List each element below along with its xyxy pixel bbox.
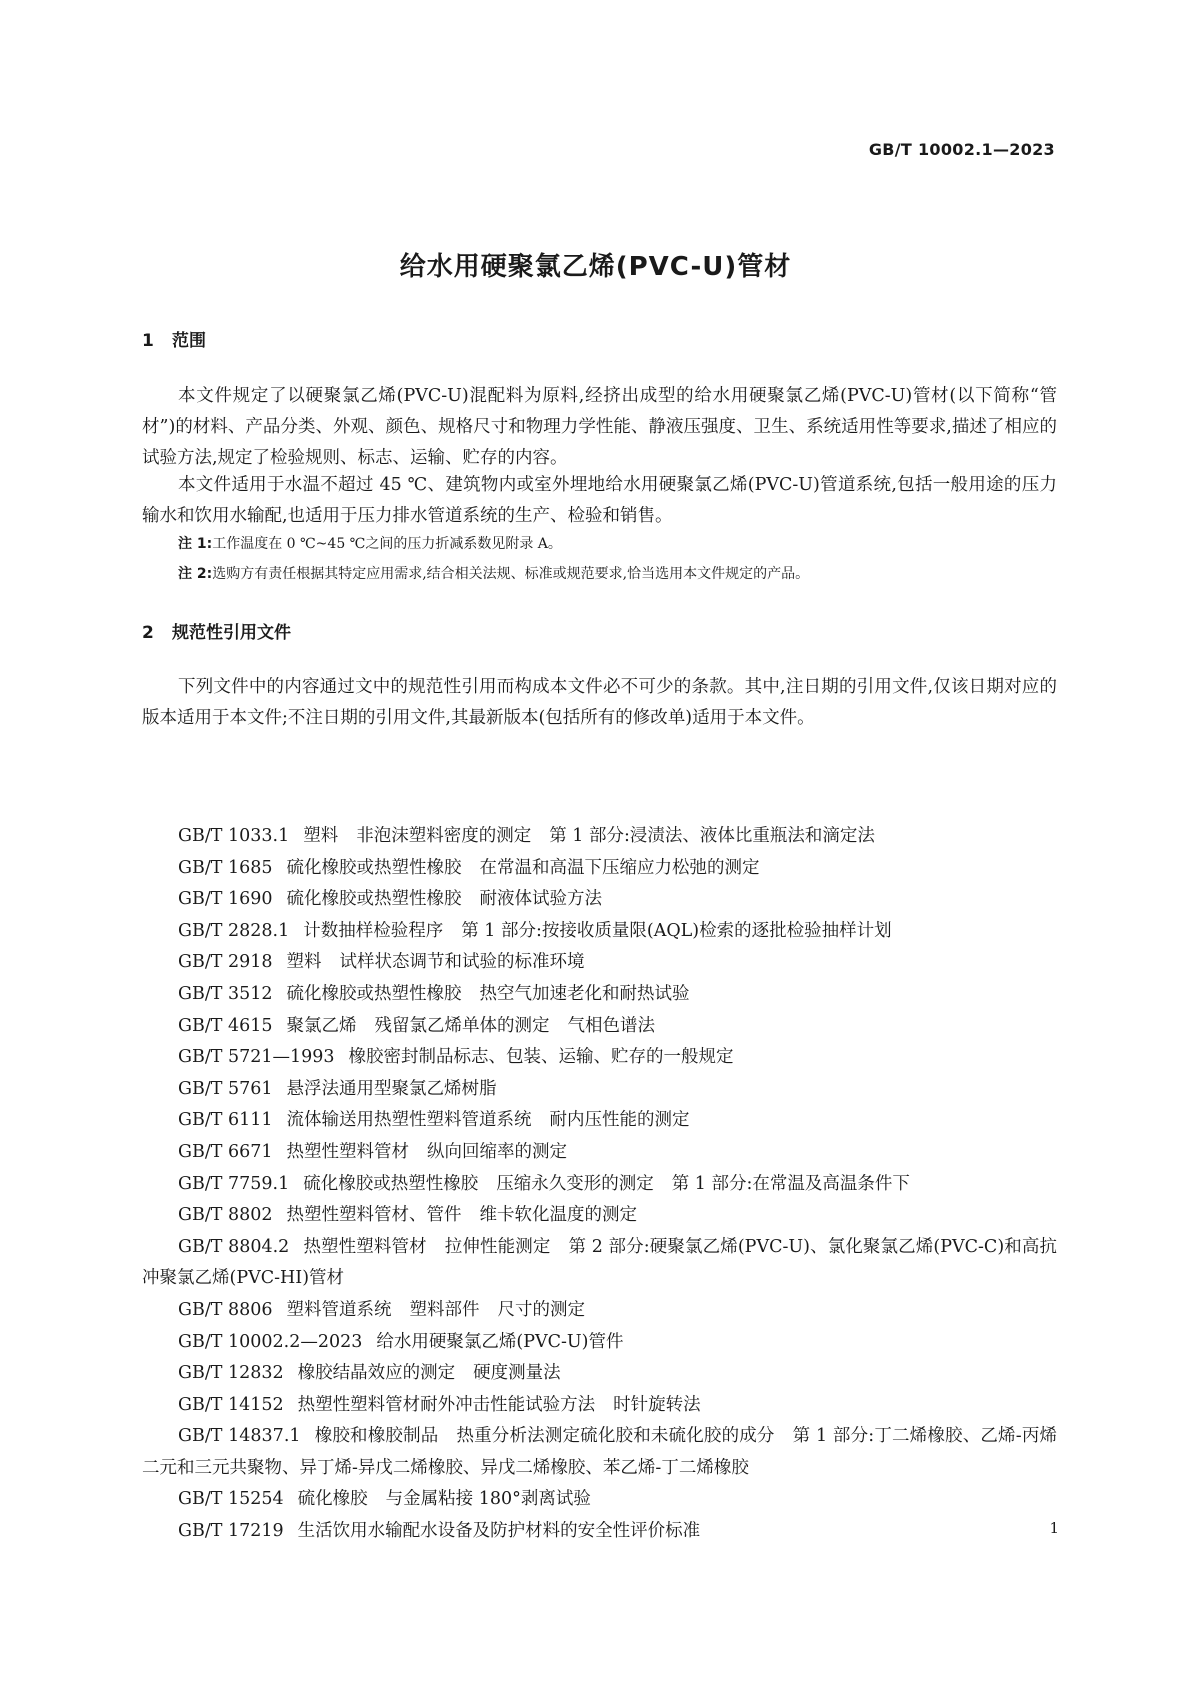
reference-title-part: 硫化橡胶或热塑性橡胶 [286, 889, 462, 910]
reference-title-part: 纵向回缩率的测定 [427, 1141, 568, 1162]
reference-title-part: 橡胶和橡胶制品 [314, 1426, 439, 1447]
scope-paragraph-2: 本文件适用于水温不超过 45 ℃、建筑物内或室外埋地给水用硬聚氯乙烯(PVC-U)管道系统,包括一般用途的压力输水和饮用水输配,也适用于压力排水管道系统的生产、检验和销售。 [142, 475, 1057, 526]
reference-code: GB/T 12832 [178, 1363, 284, 1384]
note-1 [178, 533, 562, 553]
reference-item [142, 1011, 1057, 1043]
reference-item [142, 1421, 1057, 1484]
reference-code: GB/T 1690 [178, 889, 273, 910]
reference-item [142, 1390, 1057, 1422]
note-text: 工作温度在 0 ℃~45 ℃之间的压力折减系数见附录 A。 [212, 536, 562, 552]
reference-code: GB/T 15254 [178, 1489, 284, 1510]
reference-item [142, 821, 1057, 853]
reference-title-part: 橡胶结晶效应的测定 [297, 1363, 456, 1384]
reference-code: GB/T 2828.1 [178, 920, 290, 941]
section-title: 规范性引用文件 [172, 623, 291, 643]
reference-title-part: 第 1 部分:浸渍法、液体比重瓶法和滴定法 [549, 826, 875, 846]
reference-title-part: 聚氯乙烯 [286, 1015, 357, 1036]
reference-title-part: 压缩永久变形的测定 [496, 1173, 654, 1194]
reference-item [142, 884, 1057, 916]
reference-code: GB/T 14152 [178, 1394, 284, 1415]
scope-paragraph-1: 本文件规定了以硬聚氯乙烯(PVC-U)混配料为原料,经挤出成型的给水用硬聚氯乙烯(PVC-U)管材(以下简称“管材”)的材料、产品分类、外观、颜色、规格尺寸和物理力学性能、静液压强度、卫生、系统适用性等要求,描述了相应的试验方法,规定了检验规则、标志、运输、贮存的内容。 [142, 386, 1057, 468]
reference-item [142, 853, 1057, 885]
reference-title-part: 硫化橡胶或热塑性橡胶 [303, 1173, 479, 1194]
reference-title-part: 试样状态调节和试验的标准环境 [339, 952, 585, 973]
reference-title-part: 流体输送用热塑性塑料管道系统 [286, 1110, 532, 1131]
reference-item [142, 1169, 1057, 1201]
reference-title-part: 维卡软化温度的测定 [479, 1205, 638, 1226]
reference-title-part: 时针旋转法 [613, 1394, 701, 1415]
section-heading-normative [142, 618, 291, 643]
reference-title-part: 热塑性塑料管材、管件 [286, 1205, 462, 1226]
section-heading-scope [142, 326, 206, 351]
reference-title-part: 悬浮法通用型聚氯乙烯树脂 [286, 1078, 497, 1099]
reference-title-part: 计数抽样检验程序 [303, 920, 444, 941]
reference-title-part: 与金属粘接 180°剥离试验 [385, 1489, 591, 1510]
page-number: 1 [1049, 1519, 1059, 1537]
section-title: 范围 [172, 331, 206, 351]
document-title: 给水用硬聚氯乙烯(PVC-U)管材 [399, 252, 792, 282]
reference-title-part: 热塑性塑料管材耐外冲击性能试验方法 [297, 1394, 596, 1415]
reference-title-part: 给水用硬聚氯乙烯(PVC-U)管件 [376, 1331, 624, 1352]
reference-item [142, 1484, 1057, 1516]
reference-title-part: 第 1 部分:在常温及高温条件下 [671, 1173, 910, 1194]
reference-title-part: 硫化橡胶 [297, 1489, 368, 1510]
reference-title-part: 橡胶密封制品标志、包装、运输、贮存的一般规定 [348, 1047, 734, 1068]
reference-code: GB/T 5721—1993 [178, 1047, 335, 1068]
reference-code: GB/T 8804.2 [178, 1236, 290, 1257]
reference-code: GB/T 7759.1 [178, 1173, 290, 1194]
reference-code: GB/T 10002.2—2023 [178, 1331, 363, 1352]
reference-item [142, 1516, 1057, 1548]
reference-code: GB/T 6111 [178, 1110, 273, 1131]
reference-item [142, 979, 1057, 1011]
reference-code: GB/T 2918 [178, 952, 273, 973]
section-number: 2 [142, 623, 154, 643]
reference-title-part: 塑料 [286, 952, 322, 973]
reference-code: GB/T 5761 [178, 1078, 273, 1099]
reference-code: GB/T 6671 [178, 1141, 273, 1162]
reference-title-part: 硫化橡胶或热塑性橡胶 [286, 983, 462, 1004]
reference-title-part: 热重分析法测定硫化胶和未硫化胶的成分 [456, 1426, 775, 1447]
reference-title-part: 硫化橡胶或热塑性橡胶 [286, 857, 462, 878]
reference-title-part: 在常温和高温下压缩应力松弛的测定 [479, 857, 760, 878]
reference-title-part: 硬度测量法 [473, 1363, 561, 1384]
reference-title-part: 耐内压性能的测定 [549, 1110, 690, 1131]
reference-list [142, 821, 1057, 1548]
reference-code: GB/T 1033.1 [178, 826, 290, 846]
reference-item [142, 1232, 1057, 1295]
reference-title-part: 塑料部件 [409, 1299, 480, 1320]
note-label: 注 1: [178, 536, 213, 552]
reference-title-part: 非泡沫塑料密度的测定 [356, 826, 532, 846]
reference-code: GB/T 8806 [178, 1299, 273, 1320]
reference-title-part: 第 2 部分:硬聚氯乙烯(PVC-U)、氯化聚氯乙烯(PVC-C)和高抗冲聚氯乙烯(PVC-HI)管材 [142, 1236, 1057, 1289]
reference-item [142, 1200, 1057, 1232]
reference-title-part: 生活饮用水输配水设备及防护材料的安全性评价标准 [297, 1521, 701, 1542]
reference-title-part: 气相色谱法 [567, 1015, 656, 1036]
reference-item [142, 1137, 1057, 1169]
reference-code: GB/T 8802 [178, 1205, 273, 1226]
note-label: 注 2: [178, 566, 213, 582]
note-text: 选购方有责任根据其特定应用需求,结合相关法规、标准或规范要求,恰当选用本文件规定的产品。 [212, 566, 810, 582]
reference-title-part: 热空气加速老化和耐热试验 [479, 983, 690, 1004]
reference-item [142, 1358, 1057, 1390]
normative-intro: 下列文件中的内容通过文中的规范性引用而构成本文件必不可少的条款。其中,注日期的引用文件,仅该日期对应的版本适用于本文件;不注日期的引用文件,其最新版本(包括所有的修改单)适用于本文件。 [142, 677, 1057, 728]
note-2 [178, 563, 809, 583]
reference-item [142, 1042, 1057, 1074]
reference-title-part: 热塑性塑料管材 [286, 1141, 410, 1162]
reference-title-part: 第 1 部分:丁二烯橡胶、乙烯-丙烯二元和三元共聚物、异丁烯-异戊二烯橡胶、异戊二烯橡胶、苯乙烯-丁二烯橡胶 [142, 1426, 1057, 1478]
reference-code: GB/T 3512 [178, 983, 273, 1004]
reference-code: GB/T 4615 [178, 1015, 273, 1036]
reference-code: GB/T 14837.1 [178, 1426, 301, 1447]
reference-title-part: 第 1 部分:按接收质量限(AQL)检索的逐批检验抽样计划 [461, 920, 892, 941]
section-number: 1 [142, 331, 154, 351]
reference-item [142, 1295, 1057, 1327]
reference-title-part: 残留氯乙烯单体的测定 [374, 1015, 550, 1036]
reference-title-part: 尺寸的测定 [497, 1299, 586, 1320]
reference-code: GB/T 1685 [178, 857, 273, 878]
standard-number: GB/T 10002.1—2023 [868, 140, 1055, 159]
reference-title-part: 塑料 [303, 826, 339, 846]
reference-title-part: 塑料管道系统 [286, 1299, 392, 1320]
reference-title-part: 热塑性塑料管材 [303, 1236, 427, 1257]
reference-item [142, 1074, 1057, 1106]
reference-code: GB/T 17219 [178, 1521, 284, 1542]
reference-item [142, 947, 1057, 979]
reference-item [142, 916, 1057, 948]
reference-title-part: 拉伸性能测定 [444, 1236, 551, 1257]
reference-title-part: 耐液体试验方法 [479, 889, 603, 910]
reference-item [142, 1105, 1057, 1137]
reference-item [142, 1327, 1057, 1359]
